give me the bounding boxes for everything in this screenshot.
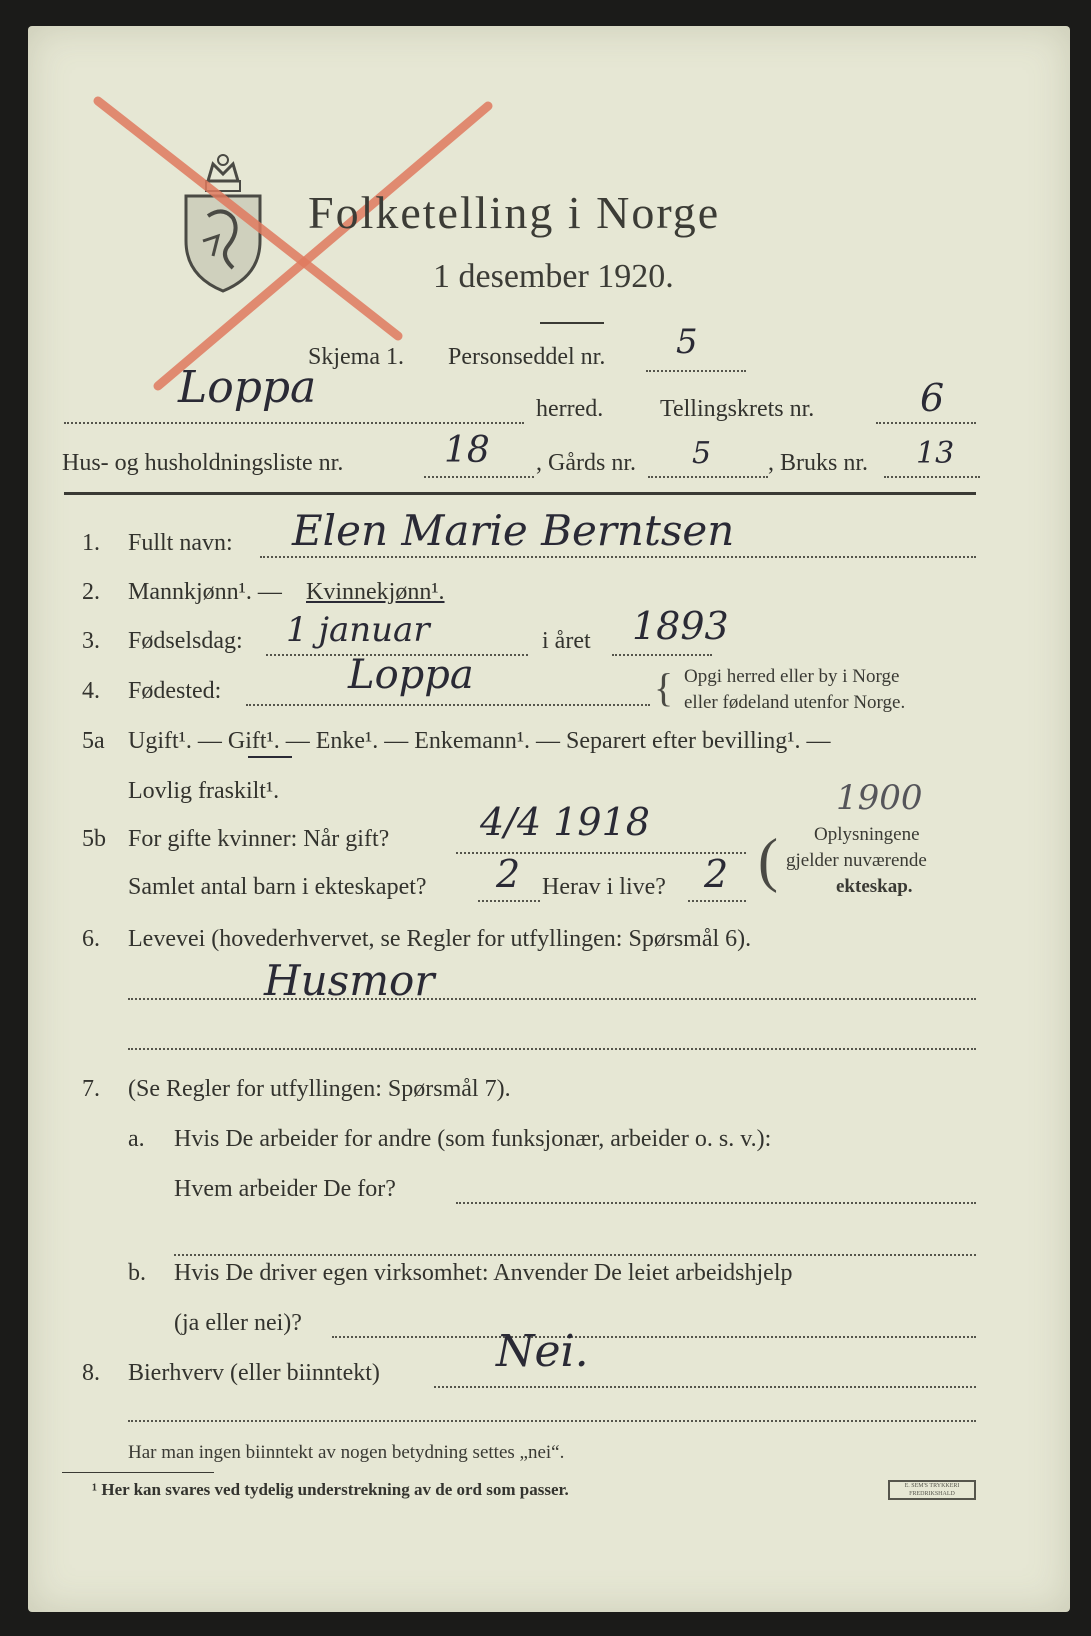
q1-full-name: Elen Marie Berntsen (292, 506, 735, 555)
q4-label: Fødested: (128, 678, 222, 704)
q7b-text-2: (ja eller nei)? (174, 1310, 302, 1336)
q5b-children-value: 2 (496, 852, 521, 896)
q7b-number: b. (128, 1260, 146, 1286)
title-rule (540, 322, 604, 324)
q7b-text: Hvis De driver egen virksomhet: Anvender De leiet arbeidshjelp (174, 1260, 793, 1286)
q1-number: 1. (82, 530, 100, 556)
q5a-options-2: Lovlig fraskilt¹. (128, 778, 280, 804)
tellingskrets-line (876, 422, 976, 424)
q8-line-2 (128, 1420, 976, 1422)
skjema-label: Skjema 1. (308, 344, 404, 370)
bruks-value: 13 (916, 436, 955, 471)
q7a-line-1 (456, 1202, 976, 1204)
q4-note-line2: eller fødeland utenfor Norge. (684, 692, 906, 713)
footnote: ¹ Her kan svares ved tydelig understrekning av de ord som passer. (92, 1480, 569, 1499)
q7-number: 7. (82, 1076, 100, 1102)
q5a-options: Ugift¹. — Gift¹. — Enke¹. — Enkemann¹. — Separert efter bevilling¹. — (128, 728, 831, 754)
q3-birth-year: 1893 (632, 604, 729, 648)
q6-line-2 (128, 1048, 976, 1050)
q5b-brace: ( (758, 827, 778, 893)
printer-stamp: E. SEM'S TRYKKERI FREDRIKSHALD (888, 1480, 976, 1500)
footnote-rule (62, 1472, 214, 1473)
q6-line-1 (128, 998, 976, 1000)
q7a-line-2 (174, 1254, 976, 1256)
tellingskrets-label: Tellingskrets nr. (660, 396, 815, 422)
census-date: 1 desember 1920. (433, 258, 674, 295)
q5b-number: 5b (82, 826, 106, 852)
q7a-text-2: Hvem arbeider De for? (174, 1176, 396, 1202)
q6-occupation: Husmor (264, 956, 435, 1005)
q6-number: 6. (82, 926, 100, 952)
q5b-children-label: Samlet antal barn i ekteskapet? (128, 874, 427, 900)
q6-label: Levevei (hovederhvervet, se Regler for utfyllingen: Spørsmål 6). (128, 926, 752, 952)
herred-label: herred. (536, 396, 604, 422)
q1-label: Fullt navn: (128, 530, 233, 556)
q4-note-line1: Opgi herred eller by i Norge (684, 666, 900, 687)
hus-line (424, 476, 534, 478)
q4-line (246, 704, 650, 706)
footer-note: Har man ingen biinntekt av nogen betydning settes „nei“. (128, 1442, 565, 1463)
gards-value: 5 (692, 436, 712, 471)
tellingskrets-value: 6 (920, 376, 945, 420)
header-divider (64, 492, 976, 495)
q3-label: Fødselsdag: (128, 628, 243, 654)
q3-year-line (612, 654, 712, 656)
q2-female-option: Kvinnekjønn¹. (306, 579, 445, 605)
q5b-children-line (478, 900, 540, 902)
personseddel-label: Personseddel nr. (448, 344, 606, 370)
q8-line-1 (434, 1386, 976, 1388)
q2-number: 2. (82, 579, 100, 605)
gards-line (648, 476, 768, 478)
q4-number: 4. (82, 678, 100, 704)
q5b-note-line3: ekteskap. (836, 876, 913, 897)
q5b-alive-value: 2 (704, 852, 729, 896)
bruks-line (884, 476, 980, 478)
herred-line (64, 422, 524, 424)
q8-side-income: Nei. (496, 1326, 589, 1377)
q4-birthplace: Loppa (348, 652, 474, 698)
q3-birth-date: 1 januar (286, 610, 430, 650)
q8-number: 8. (82, 1360, 100, 1386)
q8-label: Bierhverv (eller biinntekt) (128, 1360, 380, 1386)
herred-value: Loppa (178, 362, 317, 413)
q5b-extra-year: 1900 (836, 778, 923, 818)
q5a-gift-underline (248, 756, 292, 758)
q5a-number: 5a (82, 728, 105, 754)
q7b-line (332, 1336, 976, 1338)
q5b-married-date: 4/4 1918 (480, 800, 650, 844)
q1-line (260, 556, 976, 558)
q3-year-label: i året (542, 628, 591, 654)
hus-value: 18 (444, 430, 490, 471)
personseddel-value: 5 (676, 322, 698, 362)
form-title: Folketelling i Norge (308, 187, 721, 238)
q5b-note-line1: Oplysningene (814, 824, 920, 845)
q5b-note-line2: gjelder nuværende (786, 850, 927, 871)
q5b-alive-line (688, 900, 746, 902)
q5b-label: For gifte kvinner: Når gift? (128, 826, 390, 852)
bruks-label: , Bruks nr. (768, 450, 869, 476)
q2-male-option: Mannkjønn¹. — (128, 579, 282, 605)
hus-label: Hus- og husholdningsliste nr. (62, 450, 344, 476)
q5b-alive-label: Herav i live? (542, 874, 666, 900)
q3-number: 3. (82, 628, 100, 654)
q7a-number: a. (128, 1126, 145, 1152)
personseddel-line (646, 370, 746, 372)
census-form (28, 26, 1070, 1612)
q7a-text: Hvis De arbeider for andre (som funksjonær, arbeider o. s. v.): (174, 1126, 772, 1152)
q4-brace: { (654, 665, 674, 710)
q7-label: (Se Regler for utfyllingen: Spørsmål 7). (128, 1076, 511, 1102)
gards-label: , Gårds nr. (536, 450, 636, 476)
